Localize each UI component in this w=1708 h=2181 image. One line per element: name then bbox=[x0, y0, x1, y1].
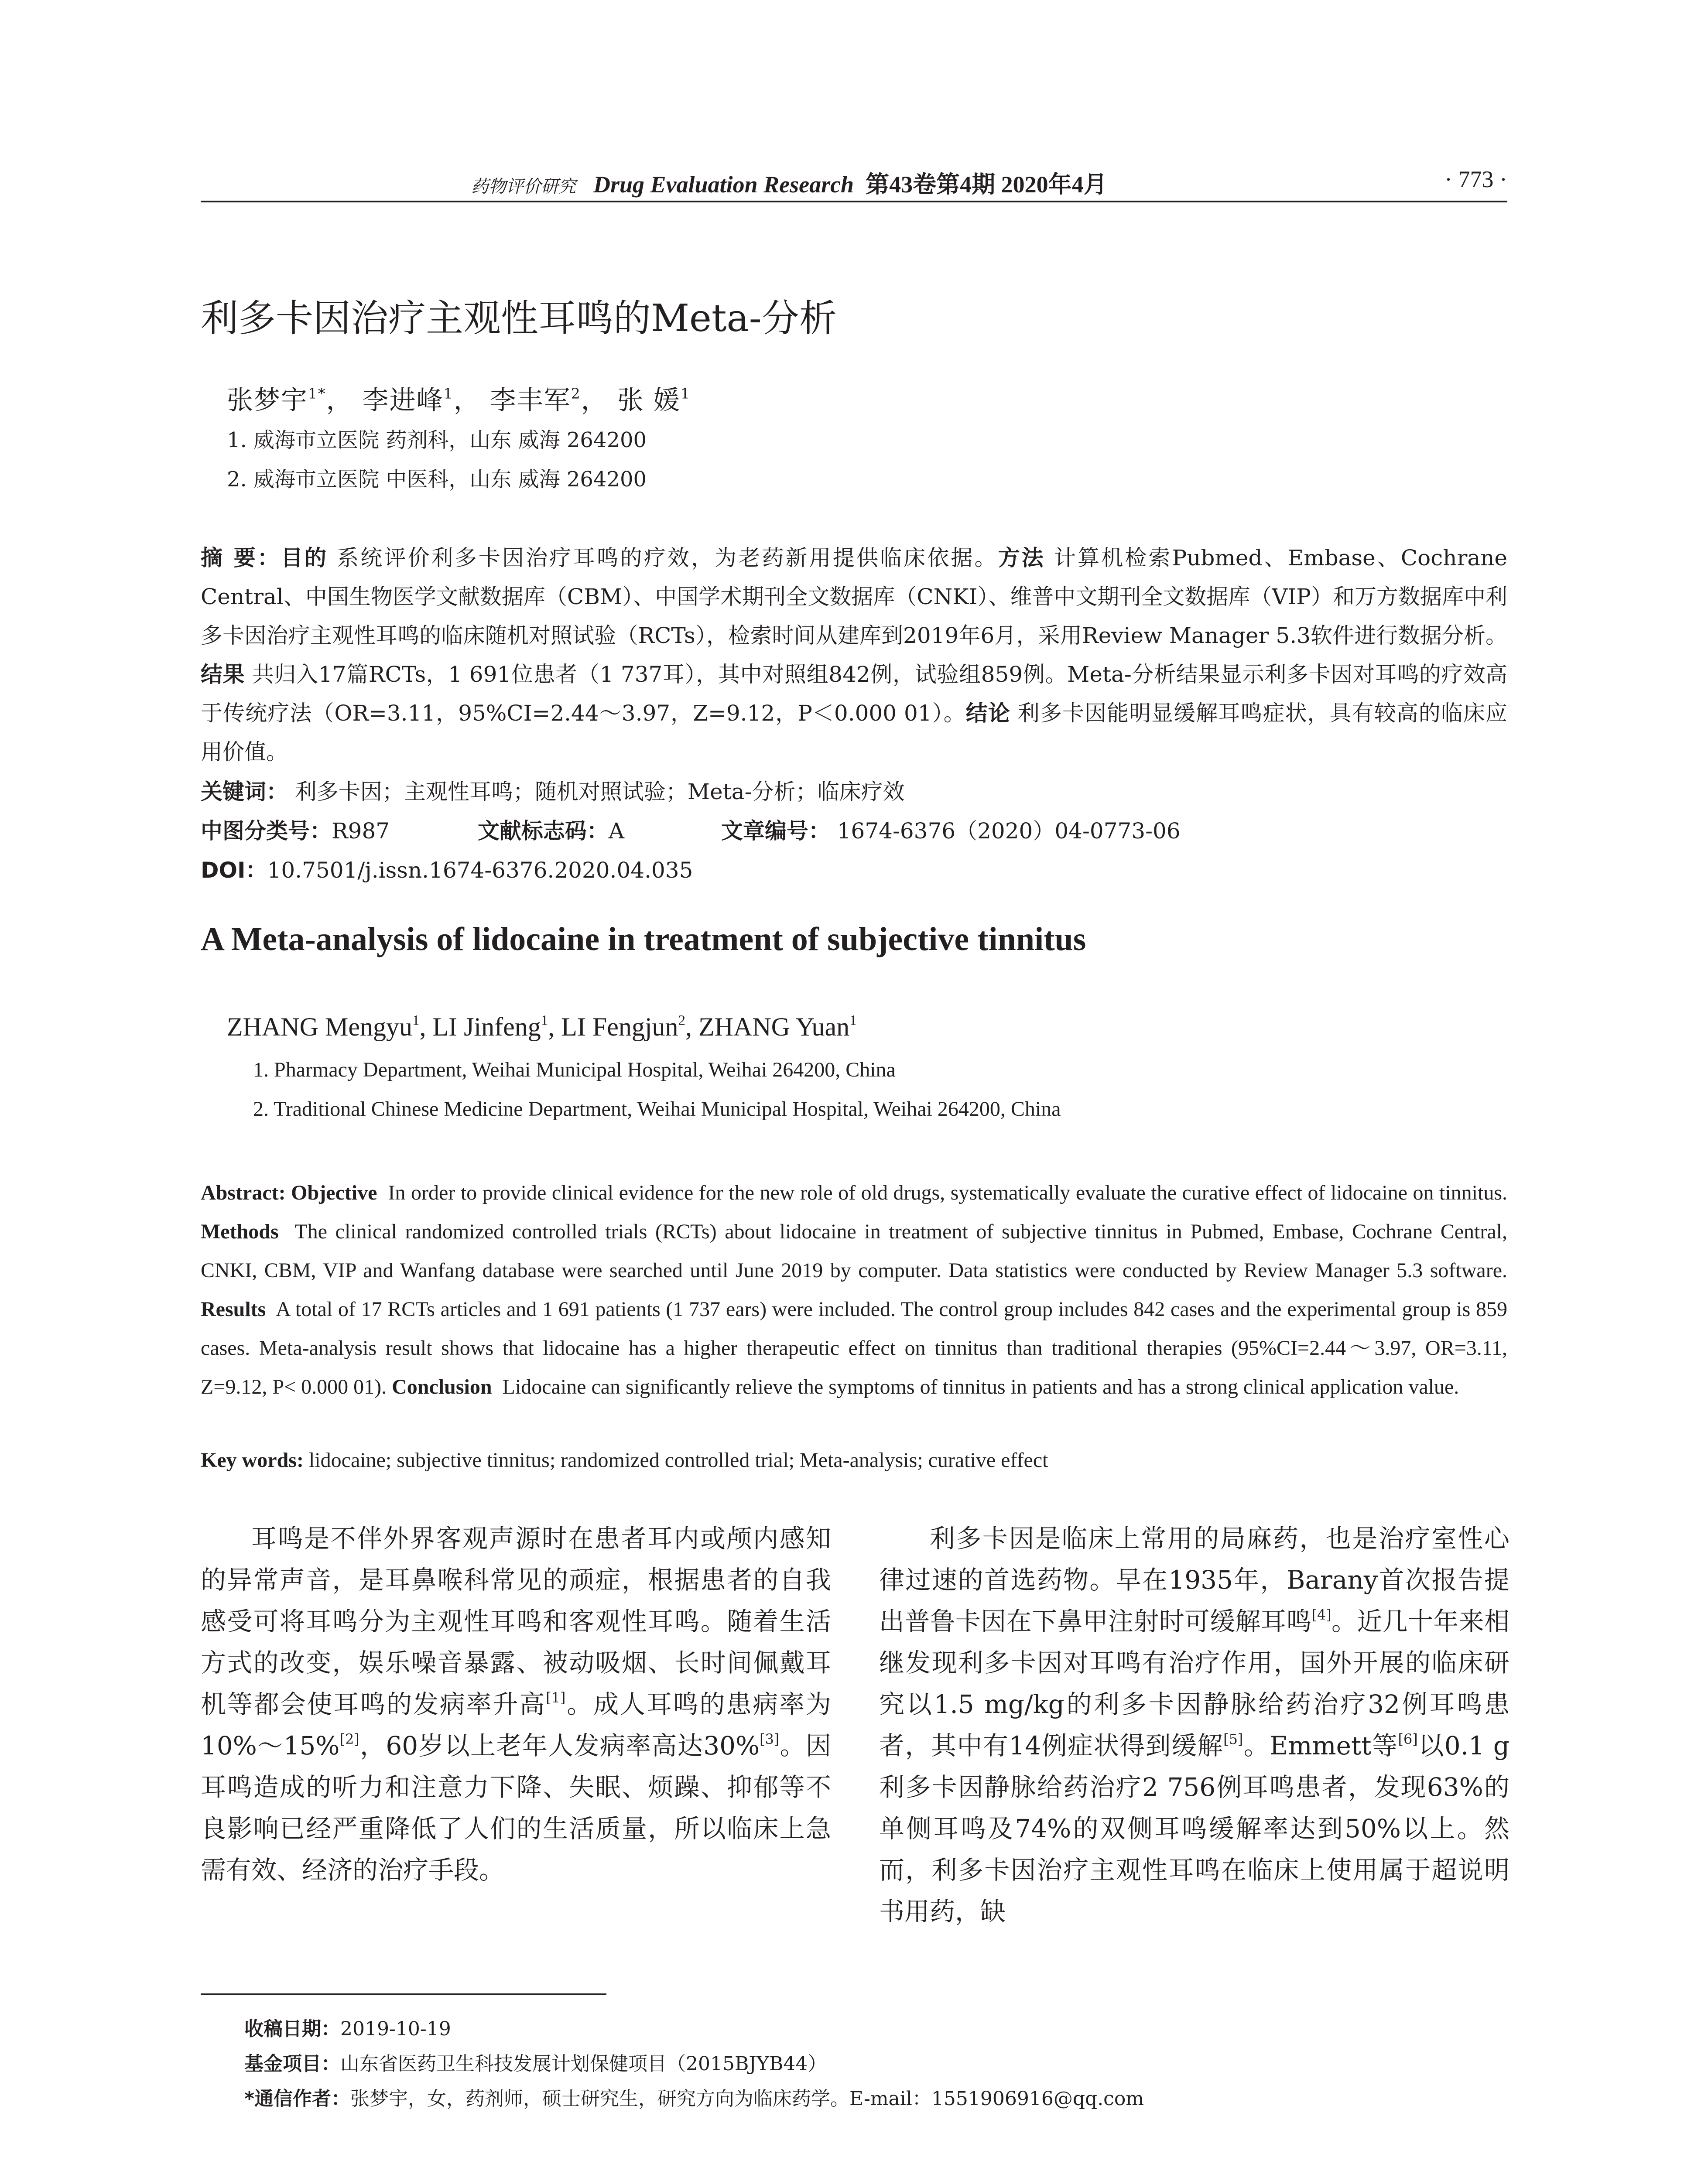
keywords-cn bbox=[201, 774, 905, 806]
body-paragraph bbox=[879, 1518, 1509, 1932]
body-column-right bbox=[879, 1518, 1509, 1932]
journal-header-line bbox=[471, 166, 1107, 199]
objective-en-label: Objective bbox=[291, 1181, 377, 1204]
citation-ref[interactable]: [4] bbox=[1311, 1607, 1331, 1624]
author-cn: 李进峰 bbox=[362, 385, 444, 416]
doc-code-value: A bbox=[608, 818, 625, 844]
title-en: A Meta-analysis of lidocaine in treatment of subjective tinnitus bbox=[201, 921, 1086, 957]
abstract-cn-methods: 计算机检索Pubmed、Embase、Cochrane Central、中国生物医学文献数据库（CBM）、中国学术期刊全文数据库（CNKI）、维普中文期刊全文数据库（VIP）和万方数据库中利多卡因治疗主观性耳鸣的临床随机对照试验（RCTs），检索时间从建库到2019年6月，采用Review Manager 5.3软件进行数据分析。 bbox=[201, 545, 1507, 648]
footnote-rule bbox=[201, 1993, 606, 1995]
abstract-cn-results: 共归入17篇RCTs，1 691位患者（1 737耳），其中对照组842例，试验组859例。Meta-分析结果显示利多卡因对耳鸣的疗效高于传统疗法（OR=3.11，95%CI=2.44～3.97，Z=9.12，P＜0.000 01）。 bbox=[201, 662, 1507, 726]
abstract-en-label: Abstract: bbox=[201, 1181, 286, 1204]
corresponding-label: *通信作者： bbox=[244, 2088, 351, 2110]
abstract-en-results: A total of 17 RCTs articles and 1 691 patients (1 737 ears) were included. The control group includes 842 cases and the experimental group is 859 cases. Meta-analysis result shows that lidocaine has a higher therapeutic effect on tinnitus than traditional therapies (95%CI=2.44～3.97, OR=3.11, Z=9.12, P< 0.000 01). bbox=[201, 1298, 1507, 1398]
doc-code-label: 文献标志码： bbox=[477, 818, 609, 844]
journal-name: Drug Evaluation Research bbox=[593, 171, 854, 198]
citation-ref[interactable]: [3] bbox=[760, 1731, 780, 1748]
results-en-label: Results bbox=[201, 1298, 266, 1321]
author-en: ZHANG Yuan bbox=[698, 1012, 850, 1041]
keywords-en bbox=[201, 1448, 1048, 1472]
affiliation-en-2: 2. Traditional Chinese Medicine Department, Weihai Municipal Hospital, Weihai 264200, China bbox=[253, 1097, 1061, 1121]
affiliation-en-1: 1. Pharmacy Department, Weihai Municipal Hospital, Weihai 264200, China bbox=[253, 1058, 896, 1081]
author-cn-affiliation-mark: 1* bbox=[308, 385, 326, 402]
title-cn: 利多卡因治疗主观性耳鸣的Meta-分析 bbox=[201, 297, 837, 340]
author-cn-affiliation-mark: 1 bbox=[680, 385, 691, 402]
body-text: 。Emmett等 bbox=[1243, 1731, 1398, 1761]
abstract-cn-objective: 系统评价利多卡因治疗耳鸣的疗效，为老药新用提供临床依据。 bbox=[337, 545, 998, 571]
abstract-cn bbox=[201, 539, 1507, 772]
running-header bbox=[201, 166, 1507, 201]
abstract-en bbox=[201, 1173, 1507, 1406]
methods-label: 方法 bbox=[998, 545, 1045, 571]
body-text: 。因耳鸣造成的听力和注意力下降、失眠、烦躁、抑郁等不良影响已经严重降低了人们的生活质量，所以临床上急需有效、经济的治疗手段。 bbox=[201, 1731, 831, 1885]
article-number-label: 文章编号： bbox=[721, 818, 830, 844]
abstract-cn-conclusion: 利多卡因能明显缓解耳鸣症状，具有较高的临床应用价值。 bbox=[201, 701, 1507, 765]
author-en-affiliation-mark: 2 bbox=[678, 1012, 686, 1029]
abstract-en-conclusion: Lidocaine can significantly relieve the symptoms of tinnitus in patients and has a strong clinical application value. bbox=[502, 1375, 1459, 1398]
author-cn-affiliation-mark: 1 bbox=[443, 385, 454, 402]
footnote-corresponding bbox=[244, 2083, 1144, 2111]
body-text: 利多卡因是临床上常用的局麻药，也是治疗室性心律过速的首选药物。早在1935年，Barany首次报告提出普鲁卡因在下鼻甲注射时可缓解耳鸣 bbox=[879, 1524, 1509, 1636]
keywords-cn-label: 关键词： bbox=[201, 779, 288, 804]
author-en: LI Fengjun bbox=[561, 1012, 678, 1041]
affiliation-cn-1: 1. 威海市立医院 药剂科，山东 威海 264200 bbox=[227, 428, 647, 452]
keywords-cn-value: 利多卡因；主观性耳鸣；随机对照试验；Meta-分析；临床疗效 bbox=[294, 779, 905, 804]
doi-line bbox=[201, 853, 693, 884]
doi-label: DOI： bbox=[201, 858, 267, 883]
author-en-affiliation-mark: 1 bbox=[541, 1012, 548, 1029]
citation-ref[interactable]: [2] bbox=[339, 1731, 359, 1748]
footnote-fund bbox=[244, 2048, 827, 2076]
body-text: 。成人耳鸣的患病率为10%～15% bbox=[201, 1689, 831, 1761]
author-cn: 张 媛 bbox=[617, 385, 681, 416]
body-text: 。近几十年来相继发现利多卡因对耳鸣有治疗作用，国外开展的临床研究以1.5 mg/kg的利多卡因静脉给药治疗32例耳鸣患者，其中有14例症状得到缓解 bbox=[879, 1607, 1509, 1761]
footnote-received bbox=[244, 2013, 451, 2041]
author-cn: 张梦宇 bbox=[227, 385, 308, 416]
keywords-en-value: lidocaine; subjective tinnitus; randomized controlled trial; Meta-analysis; curative effect bbox=[308, 1449, 1048, 1472]
author-cn-affiliation-mark: 2 bbox=[571, 385, 581, 402]
received-label: 收稿日期： bbox=[244, 2018, 340, 2040]
journal-logo: 药物评价研究 bbox=[471, 177, 576, 197]
abstract-en-objective: In order to provide clinical evidence for the new role of old drugs, systematically evaluate the curative effect of lidocaine on tinnitus. bbox=[388, 1181, 1507, 1204]
page-number: · 773 · bbox=[1444, 166, 1507, 192]
body-column-left bbox=[201, 1518, 831, 1891]
abstract-en-methods: The clinical randomized controlled trials (RCTs) about lidocaine in treatment of subjective tinnitus in Pubmed, Embase, Cochrane Central, CNKI, CBM, VIP and Wanfang database were searched until June 2019 by computer. Data statistics were conducted by Review Manager 5.3 software. bbox=[201, 1220, 1507, 1282]
citation-ref[interactable]: [5] bbox=[1223, 1731, 1243, 1748]
objective-label: 目的 bbox=[281, 545, 329, 571]
author-en-affiliation-mark: 1 bbox=[412, 1012, 420, 1029]
classification-line bbox=[201, 814, 1181, 845]
body-text: ，60岁以上老年人发病率高达30% bbox=[359, 1731, 760, 1761]
body-text: 耳鸣是不伴外界客观声源时在患者耳内或颅内感知的异常声音，是耳鼻喉科常见的顽症，根据患者的自我感受可将耳鸣分为主观性耳鸣和客观性耳鸣。随着生活方式的改变，娱乐噪音暴露、被动吸烟、长时间佩戴耳机等都会使耳鸣的发病率升高 bbox=[201, 1524, 831, 1719]
body-paragraph bbox=[201, 1518, 831, 1891]
citation-ref[interactable]: [1] bbox=[546, 1689, 566, 1706]
author-en: LI Jinfeng bbox=[432, 1012, 541, 1041]
author-en-affiliation-mark: 1 bbox=[849, 1012, 857, 1029]
corresponding-value: 张梦宇，女，药剂师，硕士研究生，研究方向为临床药学。E-mail：1551906916@qq.com bbox=[350, 2088, 1144, 2110]
keywords-en-label: Key words: bbox=[201, 1449, 304, 1472]
author-cn: 李丰军 bbox=[489, 385, 571, 416]
received-value: 2019-10-19 bbox=[340, 2018, 451, 2040]
affiliation-cn-2: 2. 威海市立医院 中医科，山东 威海 264200 bbox=[227, 467, 647, 492]
abstract-cn-label: 摘 要： bbox=[201, 545, 281, 571]
conclusion-en-label: Conclusion bbox=[392, 1375, 492, 1398]
conclusion-label: 结论 bbox=[965, 701, 1010, 726]
authors-en: ZHANG Mengyu$^1$, LI Jinfeng$^1$, LI Fengjun$^2$, ZHANG Yuan$^1$ bbox=[227, 1012, 857, 1041]
doi-value: 10.7501/j.issn.1674-6376.2020.04.035 bbox=[267, 858, 693, 883]
fund-label: 基金项目： bbox=[244, 2053, 340, 2075]
authors-cn: 张梦宇$^{1*}$， 李进峰$^1$， 李丰军$^2$， 张 媛$^1$ bbox=[227, 385, 691, 416]
results-label: 结果 bbox=[201, 662, 245, 687]
clc-value: R987 bbox=[332, 818, 390, 844]
journal-issue: 第43卷第4期 2020年4月 bbox=[866, 171, 1107, 198]
clc-label: 中图分类号： bbox=[201, 818, 332, 844]
fund-value: 山东省医药卫生科技发展计划保健项目（2015BJYB44） bbox=[340, 2053, 827, 2075]
article-number-value: 1674-6376（2020）04-0773-06 bbox=[837, 818, 1181, 844]
author-en: ZHANG Mengyu bbox=[227, 1012, 412, 1041]
methods-en-label: Methods bbox=[201, 1220, 279, 1243]
body-text: 以0.1 g利多卡因静脉给药治疗2 756例耳鸣患者，发现63%的单侧耳鸣及74%的双侧耳鸣缓解率达到50%以上。然而，利多卡因治疗主观性耳鸣在临床上使用属于超说明书用药，缺 bbox=[879, 1731, 1509, 1926]
header-rule bbox=[201, 201, 1507, 202]
citation-ref[interactable]: [6] bbox=[1398, 1731, 1418, 1748]
